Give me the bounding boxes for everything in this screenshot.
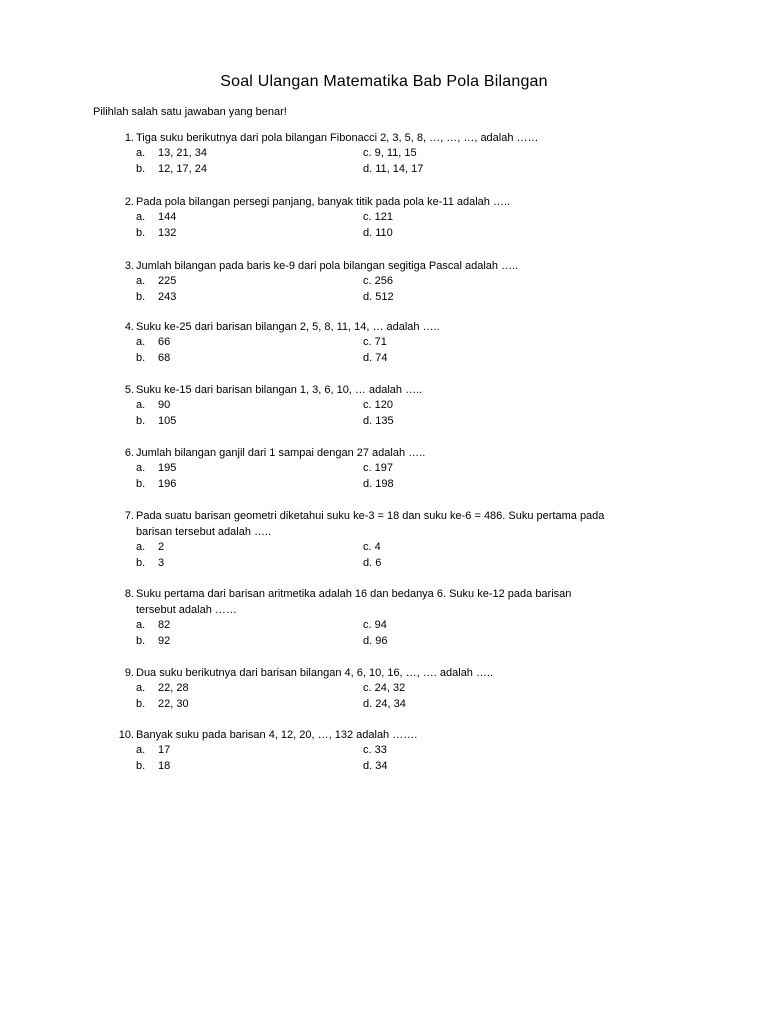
question-number: 4. (124, 321, 134, 333)
option-b-letter: b. (136, 556, 146, 569)
option-d: d. 96 (363, 634, 388, 647)
question-2 (112, 194, 692, 241)
question-6 (112, 445, 692, 492)
option-d: d. 11, 14, 17 (363, 162, 424, 175)
question-text-continued: tersebut adalah …… (136, 604, 237, 616)
option-d: d. 74 (363, 351, 388, 364)
option-a-letter: a. (136, 211, 146, 223)
question-number: 1. (124, 132, 134, 144)
question-4 (112, 319, 692, 366)
option-a: 144 (158, 211, 177, 223)
option-d: d. 135 (363, 414, 394, 427)
option-d: d. 512 (363, 290, 394, 303)
option-b: 68 (158, 351, 171, 364)
option-c: c. 256 (363, 275, 393, 287)
option-b: 132 (158, 226, 177, 239)
option-c: c. 197 (363, 462, 393, 474)
question-text-continued: barisan tersebut adalah ….. (136, 526, 272, 538)
question-number: 8. (124, 588, 134, 600)
question-text: Jumlah bilangan pada baris ke-9 dari pola bilangan segitiga Pascal adalah ….. (136, 260, 519, 272)
option-b: 22, 30 (158, 697, 189, 710)
option-a: 195 (158, 462, 177, 474)
option-d: d. 6 (363, 556, 382, 569)
question-7 (112, 508, 692, 571)
question-number: 3. (124, 260, 134, 272)
option-a: 2 (158, 541, 165, 553)
option-a-letter: a. (136, 399, 146, 411)
option-b-letter: b. (136, 351, 146, 364)
option-b-letter: b. (136, 634, 146, 647)
question-10 (112, 727, 692, 774)
option-c: c. 121 (363, 211, 393, 223)
question-number: 5. (124, 384, 134, 396)
question-number: 7. (124, 510, 134, 522)
option-b: 18 (158, 759, 171, 772)
question-number: 10. (118, 729, 134, 741)
option-c: c. 24, 32 (363, 682, 406, 694)
instruction-text: Pilihlah salah satu jawaban yang benar! (93, 106, 287, 118)
option-a: 90 (158, 399, 171, 411)
option-b-letter: b. (136, 414, 146, 427)
option-a-letter: a. (136, 682, 146, 694)
question-1 (112, 130, 692, 177)
question-8 (112, 586, 692, 649)
option-b: 3 (158, 556, 165, 569)
option-b-letter: b. (136, 162, 146, 175)
question-5 (112, 382, 692, 429)
option-a-letter: a. (136, 462, 146, 474)
option-b-letter: b. (136, 697, 146, 710)
option-a: 17 (158, 744, 171, 756)
question-text: Suku pertama dari barisan aritmetika adalah 16 dan bedanya 6. Suku ke-12 pada barisan (136, 588, 572, 600)
option-a: 66 (158, 336, 171, 348)
option-b: 92 (158, 634, 171, 647)
page-title: Soal Ulangan Matematika Bab Pola Bilangan (220, 73, 548, 90)
option-a-letter: a. (136, 147, 146, 159)
option-b-letter: b. (136, 477, 146, 490)
option-c: c. 94 (363, 619, 387, 631)
question-text: Pada pola bilangan persegi panjang, banyak titik pada pola ke-11 adalah ….. (136, 196, 511, 208)
question-number: 2. (124, 196, 134, 208)
question-text: Tiga suku berikutnya dari pola bilangan Fibonacci 2, 3, 5, 8, …, …, …, adalah …… (136, 132, 539, 144)
option-b-letter: b. (136, 290, 146, 303)
option-c: c. 33 (363, 744, 387, 756)
question-text: Suku ke-15 dari barisan bilangan 1, 3, 6, 10, … adalah ….. (136, 384, 423, 396)
question-text: Dua suku berikutnya dari barisan bilangan 4, 6, 10, 16, …, …. adalah ….. (136, 667, 494, 679)
option-b: 105 (158, 414, 177, 427)
option-c: c. 120 (363, 399, 393, 411)
question-number: 9. (124, 667, 134, 679)
option-a: 22, 28 (158, 682, 189, 694)
option-b: 243 (158, 290, 177, 303)
option-c: c. 71 (363, 336, 387, 348)
option-b: 12, 17, 24 (158, 162, 207, 175)
option-b: 196 (158, 477, 177, 490)
option-d: d. 198 (363, 477, 394, 490)
option-c: c. 4 (363, 541, 381, 553)
option-a: 82 (158, 619, 171, 631)
option-a-letter: a. (136, 336, 146, 348)
question-text: Suku ke-25 dari barisan bilangan 2, 5, 8, 11, 14, … adalah ….. (136, 321, 440, 333)
option-a-letter: a. (136, 744, 146, 756)
question-9 (112, 665, 692, 712)
question-number: 6. (124, 447, 134, 459)
option-a-letter: a. (136, 541, 146, 553)
option-d: d. 110 (363, 226, 393, 239)
question-text: Jumlah bilangan ganjil dari 1 sampai dengan 27 adalah ….. (136, 447, 426, 459)
question-text: Banyak suku pada barisan 4, 12, 20, …, 132 adalah ……. (136, 729, 418, 741)
question-text: Pada suatu barisan geometri diketahui suku ke-3 = 18 dan suku ke-6 = 486. Suku pertama pada (136, 510, 605, 522)
option-a: 225 (158, 275, 177, 287)
option-b-letter: b. (136, 759, 146, 772)
option-a: 13, 21, 34 (158, 147, 207, 159)
option-a-letter: a. (136, 619, 146, 631)
option-c: c. 9, 11, 15 (363, 147, 417, 159)
option-a-letter: a. (136, 275, 146, 287)
question-3 (112, 258, 692, 305)
option-d: d. 34 (363, 759, 388, 772)
option-b-letter: b. (136, 226, 146, 239)
option-d: d. 24, 34 (363, 697, 406, 710)
